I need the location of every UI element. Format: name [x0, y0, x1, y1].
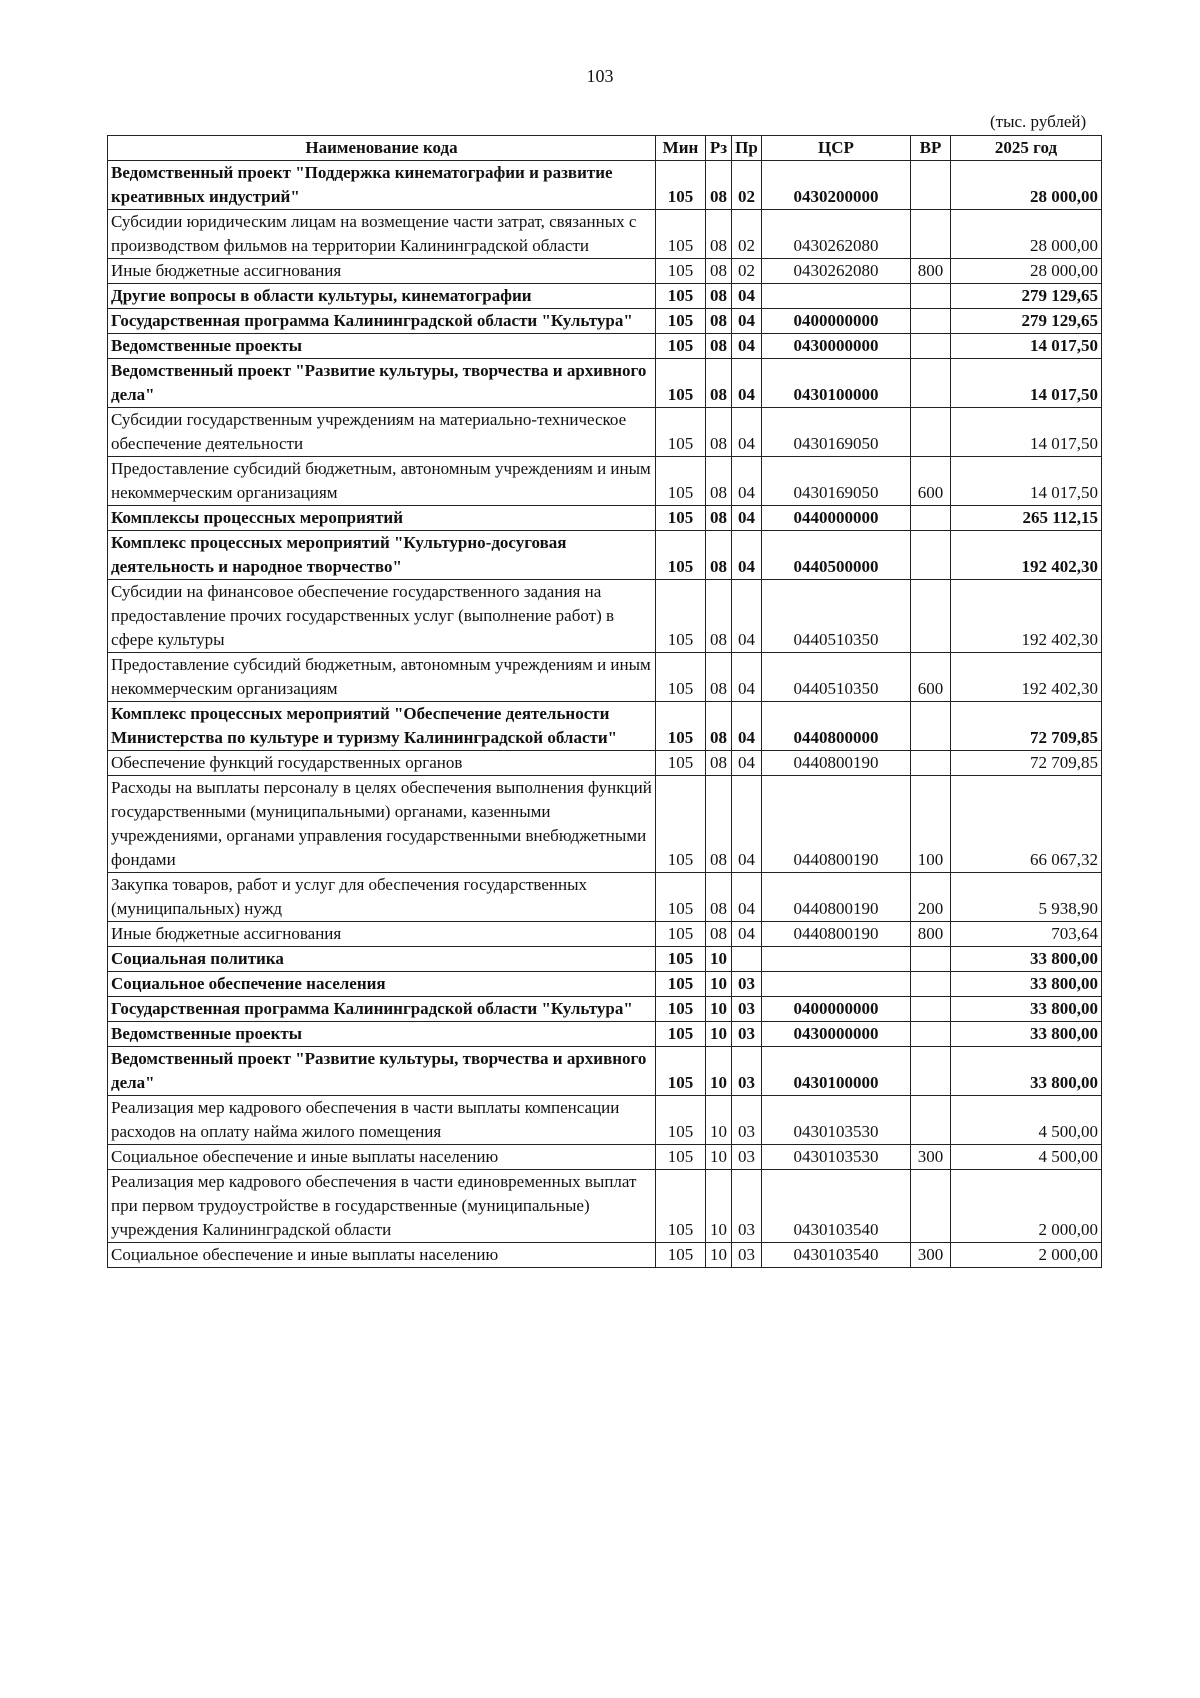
row-csr: 0430103530: [762, 1145, 911, 1170]
row-pr: 04: [732, 408, 762, 457]
row-pr: 04: [732, 776, 762, 873]
row-csr: 0440000000: [762, 506, 911, 531]
row-min: 105: [656, 1145, 706, 1170]
row-min: 105: [656, 776, 706, 873]
row-name: Другие вопросы в области культуры, кинематографии: [108, 284, 656, 309]
row-amount: 2 000,00: [951, 1243, 1102, 1268]
row-rz: 08: [706, 334, 732, 359]
row-amount: 14 017,50: [951, 359, 1102, 408]
row-min: 105: [656, 506, 706, 531]
row-csr: 0430000000: [762, 1022, 911, 1047]
row-rz: 08: [706, 751, 732, 776]
row-rz: 10: [706, 947, 732, 972]
row-amount: 703,64: [951, 922, 1102, 947]
row-vr: 300: [911, 1243, 951, 1268]
row-name: Социальное обеспечение населения: [108, 972, 656, 997]
row-amount: 14 017,50: [951, 457, 1102, 506]
row-name: Реализация мер кадрового обеспечения в части единовременных выплат при первом трудоустройстве в государственные (муниципальные) учреждения Калининградской области: [108, 1170, 656, 1243]
header-pr: Пр: [732, 136, 762, 161]
row-amount: 72 709,85: [951, 702, 1102, 751]
row-pr: 03: [732, 1096, 762, 1145]
row-amount: 28 000,00: [951, 259, 1102, 284]
row-rz: 08: [706, 873, 732, 922]
row-rz: 08: [706, 653, 732, 702]
row-pr: 04: [732, 457, 762, 506]
budget-table: [107, 135, 1102, 1268]
table-row: [108, 1243, 1102, 1268]
row-rz: 08: [706, 210, 732, 259]
row-csr: 0400000000: [762, 997, 911, 1022]
row-name: Государственная программа Калининградской области "Культура": [108, 309, 656, 334]
row-vr: [911, 359, 951, 408]
row-min: 105: [656, 653, 706, 702]
table-row: [108, 1170, 1102, 1243]
table-row: [108, 531, 1102, 580]
row-pr: 04: [732, 580, 762, 653]
row-pr: 03: [732, 1170, 762, 1243]
table-header-row: [108, 136, 1102, 161]
row-min: 105: [656, 284, 706, 309]
row-vr: [911, 309, 951, 334]
row-name: Социальное обеспечение и иные выплаты населению: [108, 1145, 656, 1170]
row-name: Предоставление субсидий бюджетным, автономным учреждениям и иным некоммерческим организациям: [108, 653, 656, 702]
table-row: [108, 259, 1102, 284]
row-amount: 2 000,00: [951, 1170, 1102, 1243]
row-name: Обеспечение функций государственных органов: [108, 751, 656, 776]
row-name: Социальное обеспечение и иные выплаты населению: [108, 1243, 656, 1268]
row-min: 105: [656, 1096, 706, 1145]
page-number: 103: [586, 66, 614, 86]
row-min: 105: [656, 309, 706, 334]
row-name: Расходы на выплаты персоналу в целях обеспечения выполнения функций государственными (муниципальными) органами, казенными учреждениями, органами управления государственными внебюджетными фондами: [108, 776, 656, 873]
row-vr: [911, 161, 951, 210]
header-year: 2025 год: [951, 136, 1102, 161]
row-rz: 08: [706, 506, 732, 531]
row-min: 105: [656, 702, 706, 751]
row-vr: [911, 1022, 951, 1047]
table-row: [108, 359, 1102, 408]
row-vr: 200: [911, 873, 951, 922]
row-min: 105: [656, 580, 706, 653]
row-pr: 04: [732, 702, 762, 751]
table-row: [108, 947, 1102, 972]
row-amount: 5 938,90: [951, 873, 1102, 922]
row-amount: 192 402,30: [951, 653, 1102, 702]
row-min: 105: [656, 997, 706, 1022]
row-vr: 600: [911, 457, 951, 506]
row-min: 105: [656, 947, 706, 972]
row-vr: [911, 702, 951, 751]
row-rz: 10: [706, 1096, 732, 1145]
row-vr: [911, 580, 951, 653]
row-name: Государственная программа Калининградской области "Культура": [108, 997, 656, 1022]
row-vr: [911, 408, 951, 457]
row-csr: 0430103530: [762, 1096, 911, 1145]
row-min: 105: [656, 922, 706, 947]
row-vr: 300: [911, 1145, 951, 1170]
row-name: Комплекс процессных мероприятий "Обеспечение деятельности Министерства по культуре и туризму Калининградской области": [108, 702, 656, 751]
table-row: [108, 922, 1102, 947]
row-min: 105: [656, 1170, 706, 1243]
row-csr: [762, 972, 911, 997]
row-csr: 0440800190: [762, 776, 911, 873]
table-row: [108, 776, 1102, 873]
row-amount: 33 800,00: [951, 1022, 1102, 1047]
row-pr: 04: [732, 751, 762, 776]
row-vr: [911, 1096, 951, 1145]
row-rz: 10: [706, 972, 732, 997]
row-csr: 0430262080: [762, 210, 911, 259]
row-csr: 0430103540: [762, 1170, 911, 1243]
row-pr: 04: [732, 531, 762, 580]
row-pr: 04: [732, 653, 762, 702]
row-pr: 03: [732, 1145, 762, 1170]
row-amount: 192 402,30: [951, 531, 1102, 580]
table-row: [108, 751, 1102, 776]
table-row: [108, 309, 1102, 334]
row-amount: 14 017,50: [951, 408, 1102, 457]
row-min: 105: [656, 1047, 706, 1096]
table-row: [108, 334, 1102, 359]
row-csr: 0400000000: [762, 309, 911, 334]
row-rz: 10: [706, 1243, 732, 1268]
header-name: Наименование кода: [108, 136, 656, 161]
row-vr: [911, 997, 951, 1022]
row-amount: 28 000,00: [951, 210, 1102, 259]
row-amount: 265 112,15: [951, 506, 1102, 531]
table-row: [108, 161, 1102, 210]
row-vr: [911, 531, 951, 580]
table-row: [108, 1145, 1102, 1170]
row-rz: 10: [706, 1170, 732, 1243]
row-rz: 08: [706, 531, 732, 580]
row-csr: 0430200000: [762, 161, 911, 210]
row-rz: 08: [706, 408, 732, 457]
row-rz: 08: [706, 580, 732, 653]
table-row: [108, 506, 1102, 531]
row-amount: 33 800,00: [951, 972, 1102, 997]
row-name: Комплексы процессных мероприятий: [108, 506, 656, 531]
row-pr: 02: [732, 161, 762, 210]
row-amount: 72 709,85: [951, 751, 1102, 776]
table-row: [108, 457, 1102, 506]
row-rz: 10: [706, 1145, 732, 1170]
row-rz: 08: [706, 309, 732, 334]
row-vr: 800: [911, 259, 951, 284]
row-min: 105: [656, 873, 706, 922]
row-amount: 28 000,00: [951, 161, 1102, 210]
row-vr: [911, 284, 951, 309]
row-csr: 0430169050: [762, 457, 911, 506]
row-csr: [762, 284, 911, 309]
row-min: 105: [656, 1022, 706, 1047]
row-pr: 03: [732, 1243, 762, 1268]
row-csr: 0430100000: [762, 1047, 911, 1096]
row-vr: [911, 1047, 951, 1096]
row-pr: 04: [732, 506, 762, 531]
row-pr: 04: [732, 309, 762, 334]
row-name: Ведомственный проект "Развитие культуры, творчества и архивного дела": [108, 1047, 656, 1096]
table-row: [108, 873, 1102, 922]
header-vr: ВР: [911, 136, 951, 161]
row-name: Ведомственный проект "Развитие культуры, творчества и архивного дела": [108, 359, 656, 408]
row-name: Субсидии на финансовое обеспечение государственного задания на предоставление прочих государственных услуг (выполнение работ) в сфере культуры: [108, 580, 656, 653]
table-row: [108, 284, 1102, 309]
row-pr: 02: [732, 259, 762, 284]
table-row: [108, 972, 1102, 997]
row-rz: 08: [706, 161, 732, 210]
row-amount: 4 500,00: [951, 1096, 1102, 1145]
row-vr: [911, 947, 951, 972]
row-min: 105: [656, 334, 706, 359]
row-csr: 0430100000: [762, 359, 911, 408]
row-name: Комплекс процессных мероприятий "Культурно-досуговая деятельность и народное творчество": [108, 531, 656, 580]
row-csr: 0430103540: [762, 1243, 911, 1268]
row-vr: 100: [911, 776, 951, 873]
row-pr: 03: [732, 1047, 762, 1096]
row-name: Иные бюджетные ассигнования: [108, 922, 656, 947]
row-amount: 14 017,50: [951, 334, 1102, 359]
row-name: Реализация мер кадрового обеспечения в части выплаты компенсации расходов на оплату найма жилого помещения: [108, 1096, 656, 1145]
row-name: Субсидии юридическим лицам на возмещение части затрат, связанных с производством фильмов на территории Калининградской области: [108, 210, 656, 259]
table-row: [108, 653, 1102, 702]
row-name: Предоставление субсидий бюджетным, автономным учреждениям и иным некоммерческим организациям: [108, 457, 656, 506]
row-amount: 279 129,65: [951, 284, 1102, 309]
row-csr: 0440800190: [762, 751, 911, 776]
row-rz: 08: [706, 457, 732, 506]
table-row: [108, 997, 1102, 1022]
row-csr: 0440800190: [762, 873, 911, 922]
row-name: Ведомственные проекты: [108, 1022, 656, 1047]
row-amount: 66 067,32: [951, 776, 1102, 873]
row-pr: 03: [732, 972, 762, 997]
row-vr: [911, 972, 951, 997]
row-name: Ведомственный проект "Поддержка кинематографии и развитие креативных индустрий": [108, 161, 656, 210]
row-rz: 08: [706, 259, 732, 284]
row-vr: [911, 210, 951, 259]
row-rz: 08: [706, 776, 732, 873]
row-rz: 10: [706, 997, 732, 1022]
row-amount: 33 800,00: [951, 947, 1102, 972]
row-min: 105: [656, 408, 706, 457]
row-csr: 0430169050: [762, 408, 911, 457]
units-label: (тыс. рублей): [990, 112, 1087, 131]
row-name: Субсидии государственным учреждениям на материально-техническое обеспечение деятельности: [108, 408, 656, 457]
table-row: [108, 408, 1102, 457]
row-min: 105: [656, 457, 706, 506]
row-min: 105: [656, 359, 706, 408]
row-pr: 04: [732, 284, 762, 309]
row-pr: 04: [732, 873, 762, 922]
row-amount: 279 129,65: [951, 309, 1102, 334]
row-pr: 04: [732, 359, 762, 408]
row-vr: [911, 506, 951, 531]
row-rz: 08: [706, 359, 732, 408]
row-csr: 0440510350: [762, 653, 911, 702]
row-vr: 800: [911, 922, 951, 947]
row-rz: 08: [706, 922, 732, 947]
row-name: Социальная политика: [108, 947, 656, 972]
row-csr: [762, 947, 911, 972]
table-row: [108, 210, 1102, 259]
row-pr: [732, 947, 762, 972]
row-min: 105: [656, 751, 706, 776]
row-amount: 4 500,00: [951, 1145, 1102, 1170]
row-rz: 10: [706, 1047, 732, 1096]
row-rz: 10: [706, 1022, 732, 1047]
row-pr: 04: [732, 922, 762, 947]
row-min: 105: [656, 259, 706, 284]
row-min: 105: [656, 161, 706, 210]
row-amount: 33 800,00: [951, 997, 1102, 1022]
table-row: [108, 1022, 1102, 1047]
row-min: 105: [656, 1243, 706, 1268]
row-min: 105: [656, 210, 706, 259]
row-csr: 0430000000: [762, 334, 911, 359]
row-csr: 0430262080: [762, 259, 911, 284]
header-csr: ЦСР: [762, 136, 911, 161]
header-min: Мин: [656, 136, 706, 161]
table-row: [108, 1047, 1102, 1096]
row-csr: 0440800190: [762, 922, 911, 947]
header-rz: Рз: [706, 136, 732, 161]
row-vr: 600: [911, 653, 951, 702]
row-name: Закупка товаров, работ и услуг для обеспечения государственных (муниципальных) нужд: [108, 873, 656, 922]
row-name: Иные бюджетные ассигнования: [108, 259, 656, 284]
row-vr: [911, 334, 951, 359]
row-vr: [911, 1170, 951, 1243]
row-pr: 04: [732, 334, 762, 359]
row-min: 105: [656, 531, 706, 580]
row-pr: 02: [732, 210, 762, 259]
row-vr: [911, 751, 951, 776]
table-row: [108, 702, 1102, 751]
row-csr: 0440800000: [762, 702, 911, 751]
table-row: [108, 580, 1102, 653]
row-rz: 08: [706, 284, 732, 309]
table-row: [108, 1096, 1102, 1145]
row-name: Ведомственные проекты: [108, 334, 656, 359]
row-amount: 192 402,30: [951, 580, 1102, 653]
row-min: 105: [656, 972, 706, 997]
row-rz: 08: [706, 702, 732, 751]
row-pr: 03: [732, 1022, 762, 1047]
row-amount: 33 800,00: [951, 1047, 1102, 1096]
row-csr: 0440500000: [762, 531, 911, 580]
row-pr: 03: [732, 997, 762, 1022]
row-csr: 0440510350: [762, 580, 911, 653]
